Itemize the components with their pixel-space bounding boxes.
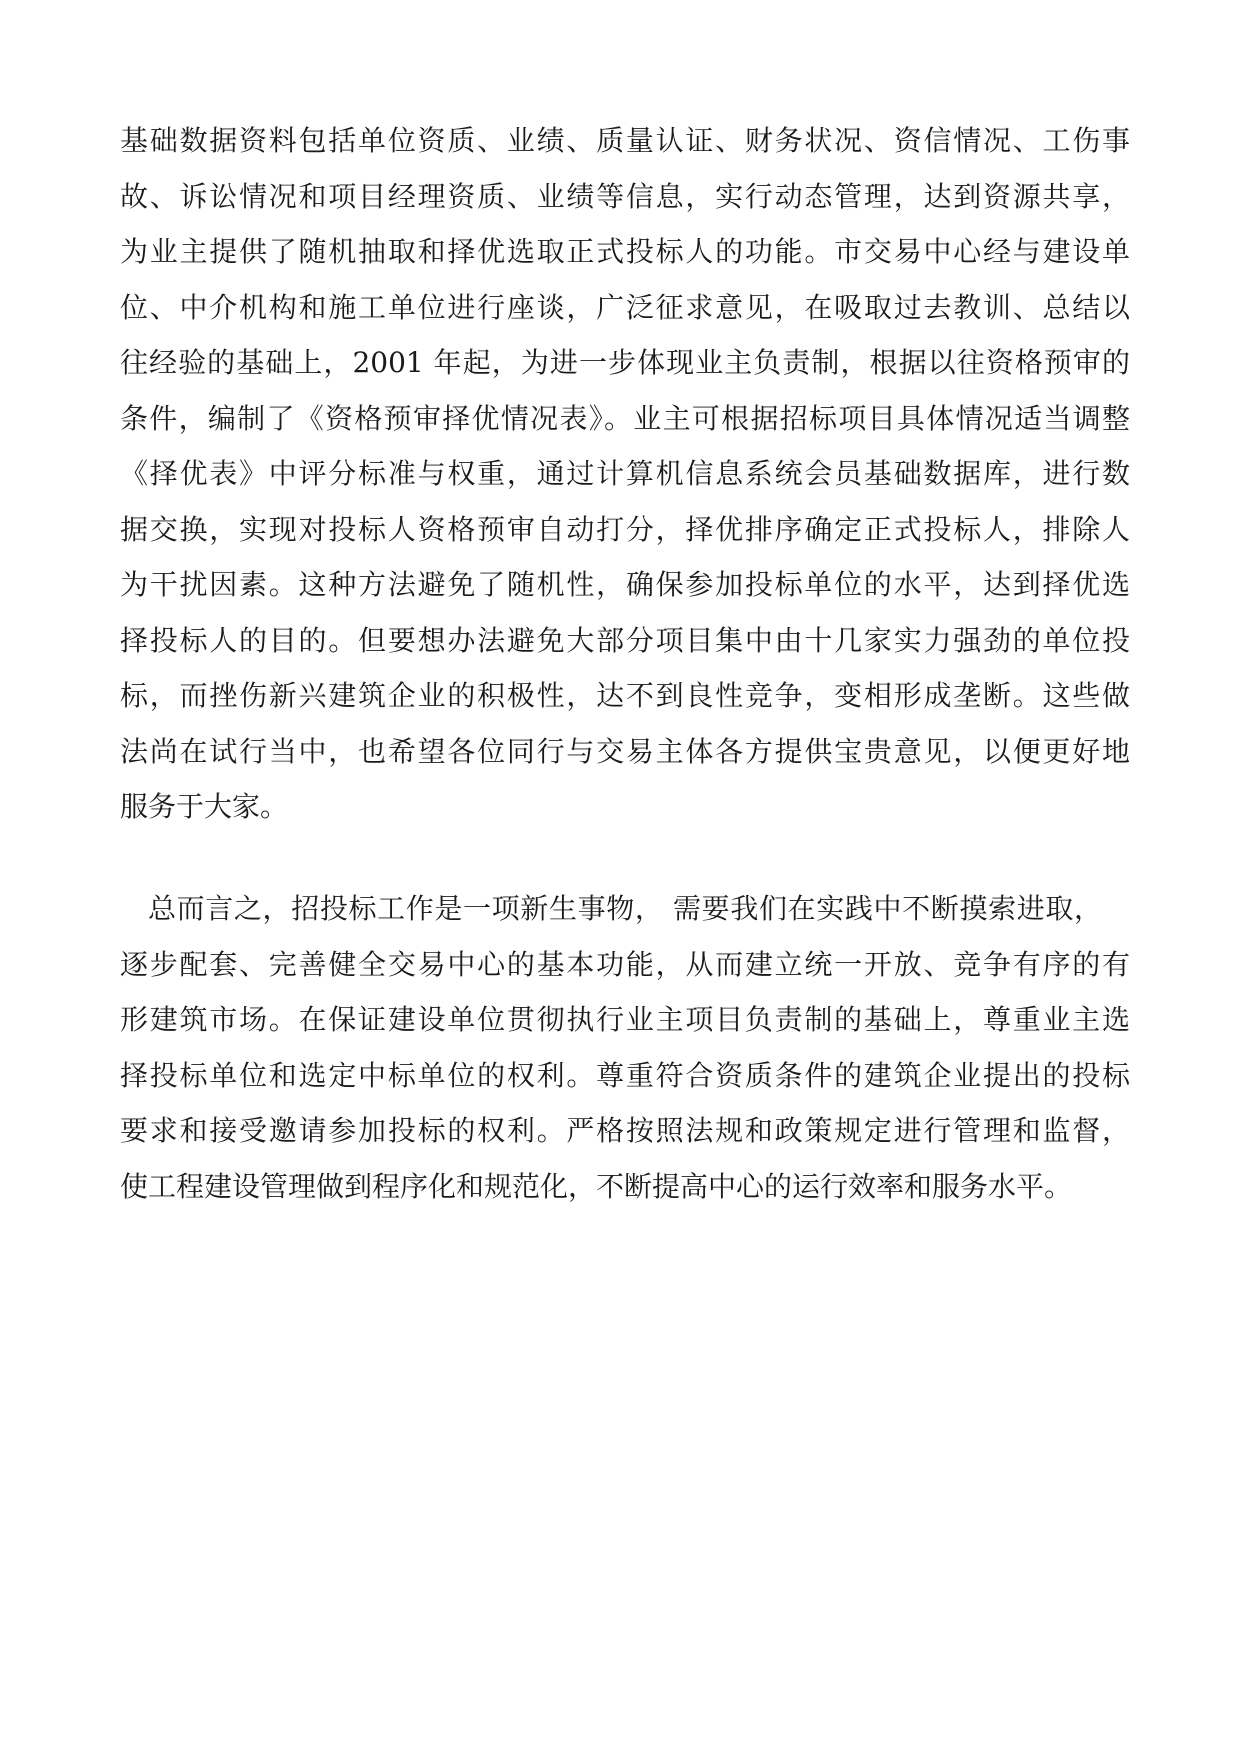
paragraph-1 [120, 113, 1130, 835]
paragraph-line: 服务于大家。 [120, 790, 289, 823]
paragraph-line: 位、中介机构和施工单位进行座谈，广泛征求意见，在吸取过去教训、总结以 [120, 290, 1130, 324]
paragraph-line: 要求和接受邀请参加投标的权利。严格按照法规和政策规定进行管理和监督， [120, 1114, 1130, 1147]
paragraph-line: 故、诉讼情况和项目经理资质、业绩等信息，实行动态管理，达到资源共享， [120, 179, 1130, 213]
paragraph-line: 为干扰因素。这种方法避免了随机性，确保参加投标单位的水平，达到择优选 [120, 568, 1130, 601]
paragraph-line: 据交换，实现对投标人资格预审自动打分，择优排序确定正式投标人，排除人 [120, 512, 1130, 546]
paragraph-line: 条件，编制了《资格预审择优情况表》。业主可根据招标项目具体情况适当调整 [120, 401, 1130, 435]
paragraph-line: 总而言之，招投标工作是一项新生事物， 需要我们在实践中不断摸索进取， [148, 892, 1102, 925]
paragraph-line: 择投标单位和选定中标单位的权利。尊重符合资质条件的建筑企业提出的投标 [120, 1058, 1130, 1092]
paragraph-line: 为业主提供了随机抽取和择优选取正式投标人的功能。市交易中心经与建设单 [120, 235, 1130, 268]
paragraph-line: 《择优表》中评分标准与权重，通过计算机信息系统会员基础数据库，进行数 [120, 457, 1130, 490]
paragraph-line: 逐步配套、完善健全交易中心的基本功能，从而建立统一开放、竞争有序的有 [120, 947, 1130, 981]
paragraph-line: 基础数据资料包括单位资质、业绩、质量认证、财务状况、资信情况、工伤事 [120, 124, 1130, 157]
paragraph-line: 往经验的基础上，2001 年起，为进一步体现业主负责制，根据以往资格预审的 [120, 346, 1130, 379]
paragraph-line: 法尚在试行当中，也希望各位同行与交易主体各方提供宝贵意见，以便更好地 [120, 734, 1130, 768]
paragraph-line: 使工程建设管理做到程序化和规范化，不断提高中心的运行效率和服务水平。 [120, 1169, 1073, 1203]
paragraph-line: 标，而挫伤新兴建筑企业的积极性，达不到良性竞争，变相形成垄断。这些做 [120, 679, 1130, 712]
paragraph-line: 形建筑市场。在保证建设单位贯彻执行业主项目负责制的基础上，尊重业主选 [120, 1003, 1130, 1036]
paragraph-line: 择投标人的目的。但要想办法避免大部分项目集中由十几家实力强劲的单位投 [120, 623, 1130, 657]
paragraph-2 [120, 881, 1130, 1214]
